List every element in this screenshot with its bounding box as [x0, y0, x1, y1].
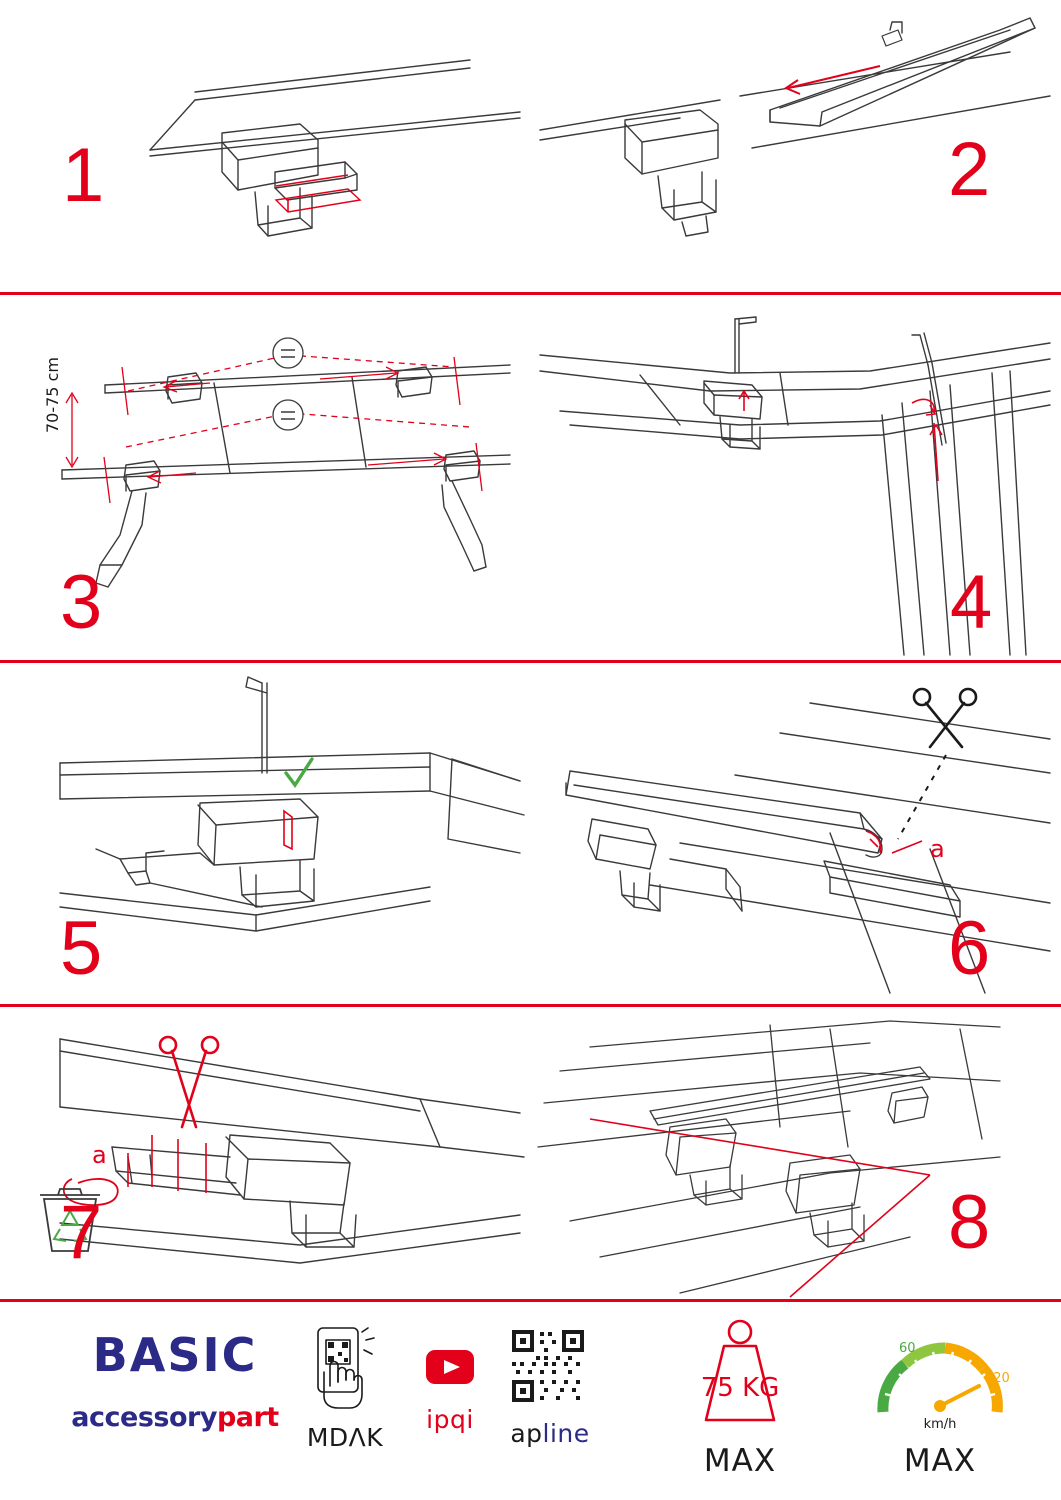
max-speed-block [855, 1316, 1025, 1479]
logo-mdak [290, 1324, 400, 1452]
hand-qr-scan-icon [290, 1324, 400, 1410]
logo-apline [480, 1326, 620, 1448]
speed-tick-60: 60 [899, 1341, 916, 1356]
step-panel-7 [0, 1007, 530, 1299]
step-number-5: 5 [60, 906, 103, 991]
step-number-7: 7 [60, 1190, 103, 1275]
logo-caption-mdak: MDΛK [306, 1423, 384, 1452]
logo-caption-ipqi: ipqi [426, 1405, 474, 1434]
logo-caption-apline [480, 1419, 620, 1448]
max-speed-caption: MAX [903, 1443, 977, 1479]
dimension-label: 70-75 cm [43, 357, 62, 433]
step-number-8: 8 [948, 1180, 991, 1265]
product-line-label: BASIC [92, 1328, 258, 1382]
max-load-value: 75 KG [700, 1373, 780, 1403]
apline-part1: ap [510, 1419, 543, 1448]
max-load-caption: MAX [703, 1443, 777, 1479]
step-panel-4 [530, 295, 1061, 660]
apline-part2: line [542, 1419, 590, 1448]
step-number-3: 3 [60, 560, 103, 645]
check-icon [286, 759, 312, 785]
step-panel-8 [530, 1007, 1061, 1299]
speedometer-icon [855, 1316, 1025, 1436]
step-number-6: 6 [948, 906, 991, 991]
step-panel-2 [530, 0, 1061, 292]
step-number-4: 4 [950, 560, 993, 645]
label-a-step7: a [92, 1141, 107, 1169]
speed-unit: km/h [923, 1417, 957, 1432]
step-number-1: 1 [62, 133, 105, 218]
step-panel-6 [530, 663, 1061, 1004]
qr-code-icon [480, 1326, 620, 1406]
step-number-2: 2 [948, 127, 991, 212]
step-panel-5 [0, 663, 530, 1004]
step-panel-3 [0, 295, 530, 660]
brand-block [60, 1328, 290, 1433]
company-name-part1: accessory [71, 1402, 217, 1433]
weight-icon [660, 1316, 820, 1436]
max-load-block [660, 1316, 820, 1479]
speed-tick-120: 120 [985, 1371, 1010, 1386]
step-panel-1 [0, 0, 530, 292]
scissors-icon [914, 689, 976, 747]
company-name [60, 1402, 290, 1433]
footer [0, 1302, 1061, 1500]
label-a-step6: a [930, 835, 945, 863]
company-name-part2: part [216, 1402, 279, 1433]
scissors-icon [160, 1037, 218, 1127]
